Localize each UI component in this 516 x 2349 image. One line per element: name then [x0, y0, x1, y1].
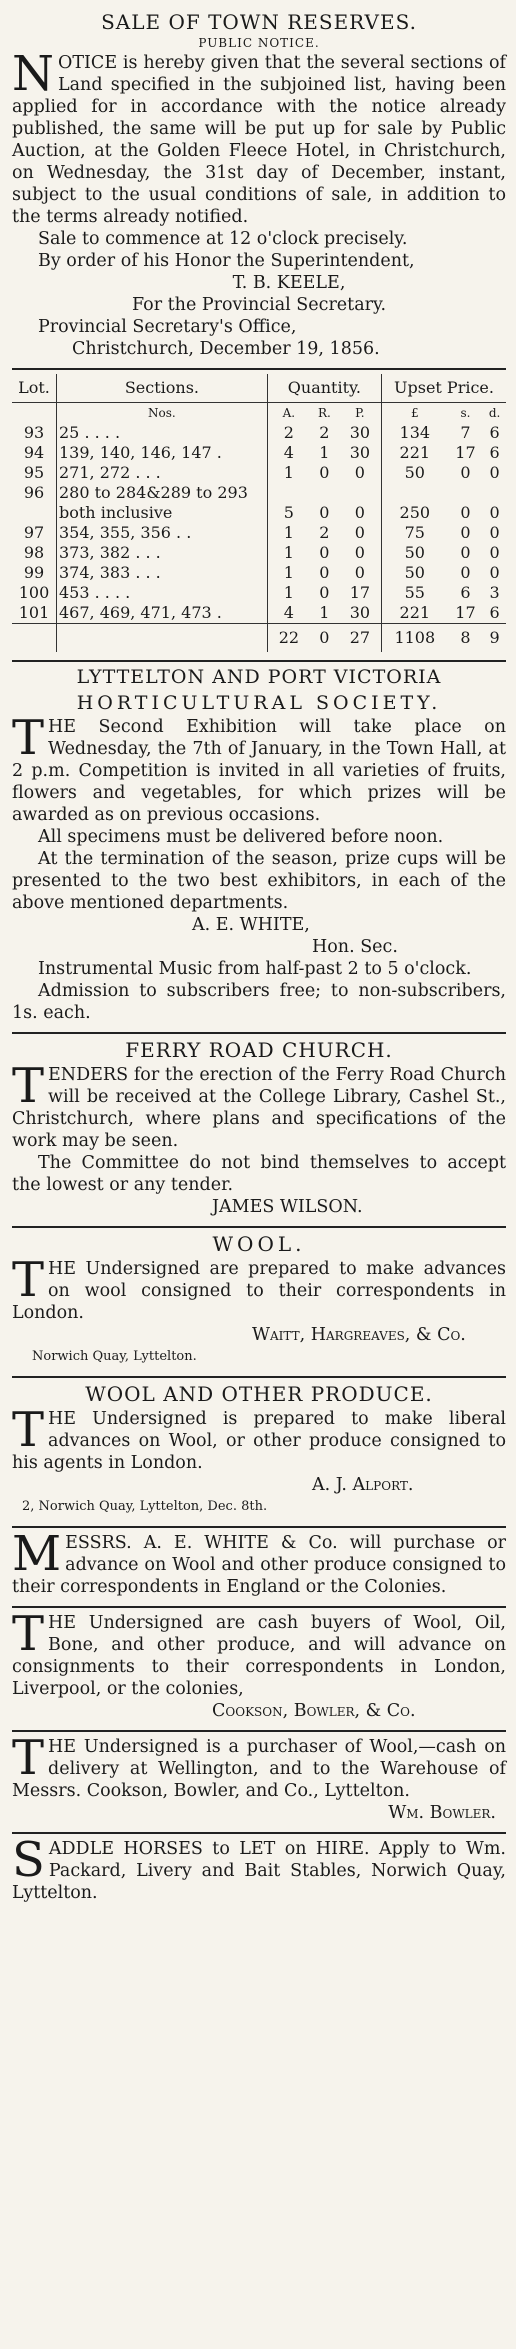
acres-label: A.: [282, 406, 296, 420]
horticultural-heading-2: HORTICULTURAL SOCIETY.: [76, 692, 442, 714]
saddle-body: SADDLE HORSES to LET on HIRE. Apply to Wm. Packard, Livery and Bait Stables, Norwich Quay, Lyttelton.: [12, 1832, 506, 1903]
lot-cell: [12, 503, 57, 523]
acres-cell: 5: [283, 503, 294, 522]
perches-cell: 0: [339, 503, 382, 523]
pence-label: d.: [488, 406, 501, 420]
roods-cell: 0: [319, 503, 330, 522]
roods-cell: 1: [319, 443, 330, 462]
table-row: [12, 463, 506, 483]
lot-cell: 96: [12, 483, 57, 503]
lot-cell: 100: [12, 583, 57, 603]
sale-place-date: Christchurch, December 19, 1856.: [72, 339, 380, 359]
pounds-cell: 50: [404, 543, 425, 562]
ferry-committee: The Committee do not bind themselves to accept the lowest or any tender.: [12, 1153, 506, 1195]
divider: [12, 368, 506, 370]
horticultural-heading-1: LYTTELTON AND PORT VICTORIA: [76, 666, 442, 688]
pence-cell: 0: [489, 463, 500, 482]
acres-cell: 1: [283, 563, 294, 582]
perches-cell: 0: [339, 523, 382, 543]
horticultural-signer: A. E. WHITE,: [192, 915, 310, 935]
divider: [12, 660, 506, 662]
pence-cell: 6: [489, 603, 500, 622]
cookson-signer: Cookson, Bowler, & Co.: [212, 1701, 416, 1721]
lot-cell: 101: [12, 603, 57, 624]
cookson-body: THE Undersigned are cash buyers of Wool, Oil, Bone, and other produce, and will advance on consignments to their correspondents in London, Liverpool, or the colonies,: [12, 1606, 506, 1699]
ferry-notice: [12, 1038, 506, 1218]
shillings-cell: 0: [460, 523, 471, 542]
nos-label: Nos.: [57, 403, 268, 424]
sections-cell: 453 . . . .: [57, 583, 268, 603]
pounds-cell: 250: [399, 503, 431, 522]
horticultural-role: Hon. Sec.: [312, 937, 398, 957]
table-row: [12, 563, 506, 583]
table-row: [12, 423, 506, 443]
drop-cap: T: [12, 1606, 45, 1662]
roods-label: R.: [317, 406, 331, 420]
sale-body-text: OTICE is hereby given that the several sections of Land specified in the subjoined list, having been applied for in accordance with the notice already published, the same will be put up for sale by Public Auction, at the Golden Fleece Hotel, in Christchurch, on Wednesday, the 31st day of December, instant, subject to the usual conditions of sale, in addition to the terms already notified.: [12, 53, 506, 227]
pounds-cell: 221: [399, 603, 431, 622]
pence-cell: 6: [489, 443, 500, 462]
produce-body: THE Undersigned is prepared to make liberal advances on Wool, or other produce consigned to his agents in London.: [12, 1402, 506, 1473]
pence-cell: [483, 483, 506, 503]
sale-commence: Sale to commence at 12 o'clock precisely.: [38, 229, 408, 249]
acres-cell: 1: [283, 583, 294, 602]
acres-cell: 4: [283, 443, 294, 462]
wool-body: THE Undersigned are prepared to make advances on wool consigned to their correspondents in London.: [12, 1252, 506, 1323]
table-row: [12, 483, 506, 503]
sections-cell: both inclusive: [57, 503, 268, 523]
pounds-cell: 55: [404, 583, 425, 602]
col-lot: Lot.: [12, 374, 57, 403]
sections-cell: 373, 382 . . .: [57, 543, 268, 563]
bowler-body: THE Undersigned is a purchaser of Wool,—cash on delivery at Wellington, and to the Warehouse of Messrs. Cookson, Bowler, and Co., Lyttelton.: [12, 1730, 506, 1801]
table-subheader-row: [12, 403, 506, 424]
drop-cap: S: [12, 1832, 45, 1888]
drop-cap: T: [12, 1058, 45, 1114]
table-row: [12, 503, 506, 523]
table-row: [12, 543, 506, 563]
sale-office: Provincial Secretary's Office,: [38, 317, 297, 337]
sections-cell: 354, 355, 356 . .: [57, 523, 268, 543]
total-s: 8: [448, 624, 484, 653]
sale-body: [12, 46, 506, 228]
ferry-signer: JAMES WILSON.: [212, 1197, 363, 1217]
lot-cell: 97: [12, 523, 57, 543]
sale-notice: [12, 10, 506, 360]
acres-cell: 1: [283, 463, 294, 482]
perches-cell: 30: [339, 423, 382, 443]
sections-cell: 139, 140, 146, 147 .: [57, 443, 268, 463]
sale-for: For the Provincial Secretary.: [132, 295, 387, 315]
col-price: Upset Price.: [381, 374, 506, 403]
roods-cell: 0: [319, 583, 330, 602]
roods-cell: 0: [319, 563, 330, 582]
sections-cell: 467, 469, 471, 473 .: [57, 603, 268, 624]
roods-cell: [310, 483, 339, 503]
lot-cell: 99: [12, 563, 57, 583]
pence-cell: 3: [489, 583, 500, 602]
total-d: 9: [483, 624, 506, 653]
col-sections: Sections.: [57, 374, 268, 403]
perches-cell: 0: [339, 563, 382, 583]
acres-cell: [267, 483, 310, 503]
total-pounds: 1108: [381, 624, 447, 653]
cookson-notice: [12, 1606, 506, 1722]
shillings-cell: 0: [460, 563, 471, 582]
col-quantity: Quantity.: [267, 374, 381, 403]
table-total-row: [12, 624, 506, 653]
shillings-cell: 0: [460, 463, 471, 482]
table-row: [12, 523, 506, 543]
table-header-row: [12, 374, 506, 403]
table-row: [12, 583, 506, 603]
lot-cell: 95: [12, 463, 57, 483]
drop-cap: T: [12, 710, 45, 766]
shillings-cell: 0: [460, 503, 471, 522]
drop-cap: M: [12, 1526, 62, 1582]
horticultural-specimens: All specimens must be delivered before noon.: [38, 827, 444, 847]
roods-cell: 2: [319, 423, 330, 442]
saddle-notice: [12, 1832, 506, 1904]
sale-heading: SALE OF TOWN RESERVES.: [101, 10, 417, 34]
ferry-body: TENDERS for the erection of the Ferry Road Church will be received at the College Library, Cashel St., Christchurch, where plans and specifications of the work may be seen.: [12, 1058, 506, 1151]
drop-cap: T: [12, 1730, 45, 1786]
perches-cell: [339, 483, 382, 503]
bowler-signer: Wm. Bowler.: [388, 1803, 496, 1823]
pounds-label: £: [410, 406, 419, 420]
lot-cell: 93: [12, 423, 57, 443]
perches-cell: 30: [339, 443, 382, 463]
lots-table: [12, 374, 506, 652]
sections-cell: 280 to 284&289 to 293: [57, 483, 268, 503]
wool-address: Norwich Quay, Lyttelton.: [32, 1349, 197, 1364]
roods-cell: 0: [319, 543, 330, 562]
horticultural-notice: [12, 666, 506, 1024]
divider: [12, 1730, 506, 1732]
table-row: [12, 443, 506, 463]
produce-address: 2, Norwich Quay, Lyttelton, Dec. 8th.: [22, 1499, 268, 1514]
wool-heading: WOOL.: [212, 1232, 306, 1256]
lot-cell: 94: [12, 443, 57, 463]
perches-cell: 17: [339, 583, 382, 603]
pounds-cell: [381, 483, 447, 503]
divider: [12, 1376, 506, 1378]
sale-subheading: PUBLIC NOTICE.: [198, 36, 320, 50]
shillings-cell: 17: [455, 443, 476, 462]
sale-order: By order of his Honor the Superintendent,: [38, 251, 415, 271]
white-body: MESSRS. A. E. WHITE & Co. will purchase or advance on Wool and other produce consigned to their correspondents in England or the Colonies.: [12, 1526, 506, 1597]
perches-cell: 0: [339, 463, 382, 483]
drop-cap: N: [12, 46, 54, 102]
total-p: 27: [339, 624, 382, 653]
divider: [12, 1226, 506, 1228]
sections-cell: 374, 383 . . .: [57, 563, 268, 583]
drop-cap: T: [12, 1252, 45, 1308]
produce-signer: A. J. Alport.: [312, 1475, 414, 1495]
shillings-cell: 17: [455, 603, 476, 622]
pounds-cell: 50: [404, 563, 425, 582]
table-row: [12, 603, 506, 624]
shillings-cell: 0: [460, 543, 471, 562]
pence-cell: 6: [489, 423, 500, 442]
bowler-notice: [12, 1730, 506, 1824]
produce-notice: [12, 1382, 506, 1518]
roods-cell: 0: [319, 463, 330, 482]
shillings-cell: 6: [460, 583, 471, 602]
pounds-cell: 134: [399, 423, 431, 442]
pounds-cell: 50: [404, 463, 425, 482]
shillings-cell: 7: [460, 423, 471, 442]
horticultural-termination: At the termination of the season, prize cups will be presented to the two best exhibitors, in each of the above mentioned departments.: [12, 849, 506, 913]
horticultural-admission: Admission to subscribers free; to non-subscribers, 1s. each.: [12, 981, 506, 1023]
acres-cell: 4: [283, 603, 294, 622]
roods-cell: 2: [319, 523, 330, 542]
white-notice: [12, 1526, 506, 1598]
sections-cell: 25 . . . .: [57, 423, 268, 443]
perches-cell: 0: [339, 543, 382, 563]
acres-cell: 2: [283, 423, 294, 442]
pounds-cell: 75: [404, 523, 425, 542]
horticultural-music: Instrumental Music from half-past 2 to 5 o'clock.: [38, 959, 472, 979]
sale-signer: T. B. KEELE,: [232, 273, 346, 293]
perches-label: P.: [339, 403, 382, 424]
acres-cell: 1: [283, 543, 294, 562]
wool-signer: Waitt, Hargreaves, & Co.: [252, 1325, 466, 1345]
divider: [12, 1832, 506, 1834]
drop-cap: T: [12, 1402, 45, 1458]
produce-heading: WOOL AND OTHER PRODUCE.: [85, 1382, 433, 1406]
pence-cell: 0: [489, 563, 500, 582]
pence-cell: 0: [489, 503, 500, 522]
divider: [12, 1526, 506, 1528]
lot-cell: 98: [12, 543, 57, 563]
divider: [12, 1032, 506, 1034]
ferry-heading: FERRY ROAD CHURCH.: [125, 1038, 393, 1062]
shillings-cell: [448, 483, 484, 503]
total-a: 22: [267, 624, 310, 653]
horticultural-body: THE Second Exhibition will take place on Wednesday, the 7th of January, in the Town Hall, at 2 p.m. Competition is invited in all varieties of fruits, flowers and vegetables, for which prizes will be awarded as on previous occasions.: [12, 710, 506, 825]
pence-cell: 0: [489, 543, 500, 562]
total-r: 0: [310, 624, 339, 653]
pounds-cell: 221: [399, 443, 431, 462]
sections-cell: 271, 272 . . .: [57, 463, 268, 483]
perches-cell: 30: [339, 603, 382, 624]
wool-notice: [12, 1232, 506, 1368]
roods-cell: 1: [319, 603, 330, 622]
shillings-label: s.: [460, 406, 471, 420]
pence-cell: 0: [489, 523, 500, 542]
divider: [12, 1606, 506, 1608]
acres-cell: 1: [283, 523, 294, 542]
